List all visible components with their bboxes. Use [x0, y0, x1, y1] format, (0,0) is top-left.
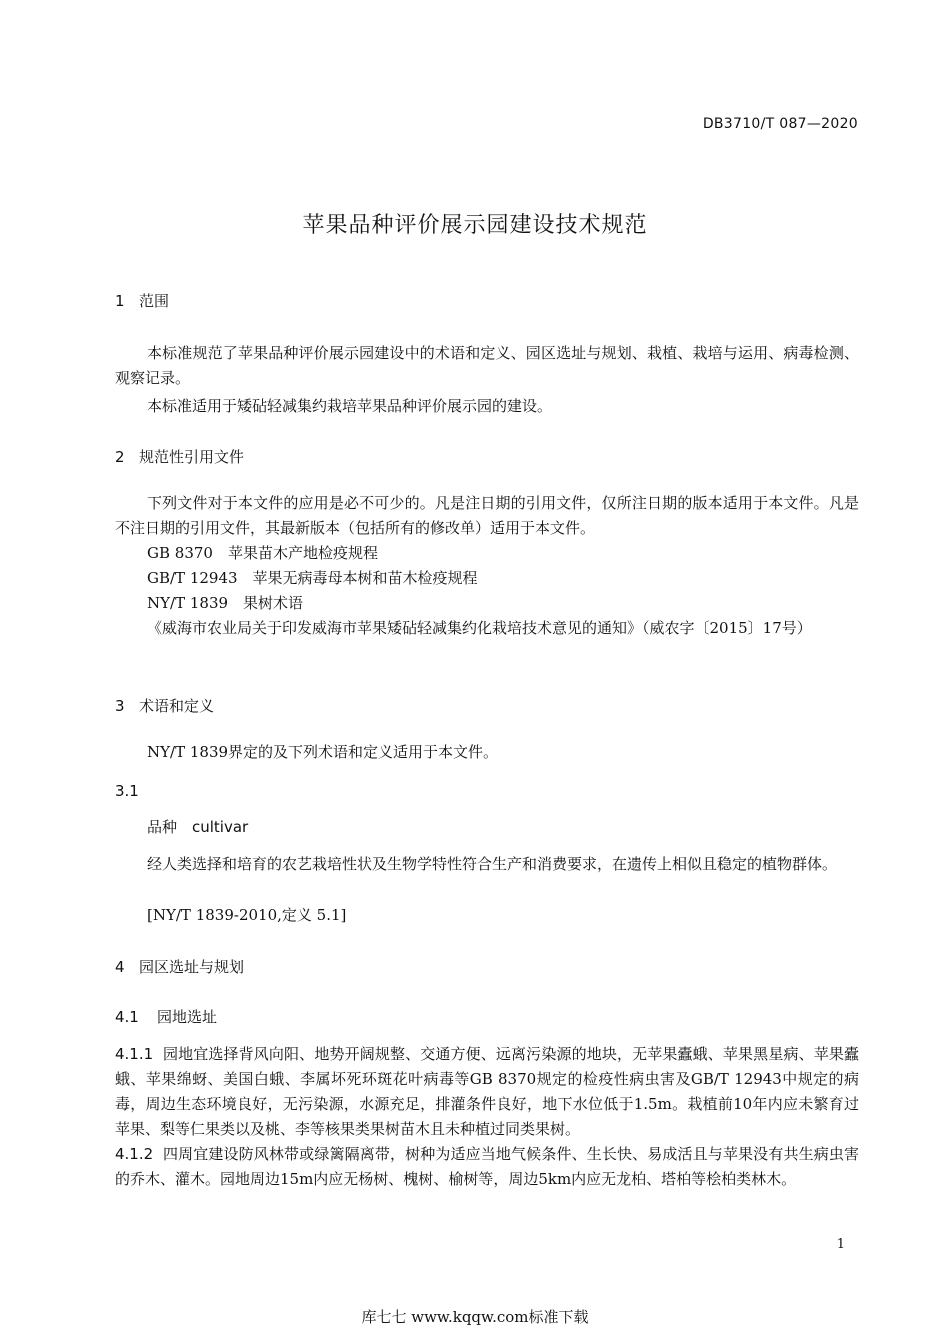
- subsection-4-1-heading: [115, 1006, 217, 1027]
- term-source: [NY/T 1839-2010,定义 5.1]: [147, 906, 347, 924]
- document-title: 苹果品种评价展示园建设技术规范: [302, 213, 648, 238]
- section-number: 3: [115, 697, 125, 715]
- term-name: 品种 cultivar: [147, 818, 249, 836]
- section-2-paragraph-1: 下列文件对于本文件的应用是必不可少的。凡是注日期的引用文件，仅所注日期的版本适用于本文件。凡是不注日期的引用文件，其最新版本（包括所有的修改单）适用于本文件。: [115, 494, 859, 537]
- section-title: 术语和定义: [139, 697, 215, 715]
- section-title: 园区选址与规划: [139, 958, 245, 976]
- subsection-3-1-number: 3.1: [115, 782, 139, 800]
- section-3-heading: [115, 695, 214, 716]
- section-1-paragraph-2: 本标准适用于矮砧轻减集约栽培苹果品种评价展示园的建设。: [147, 397, 553, 415]
- section-2-heading: [115, 446, 244, 467]
- section-title: 范围: [139, 292, 170, 310]
- document-number: DB3710/T 087—2020: [702, 116, 858, 132]
- clause-4-1-2: [115, 1142, 859, 1192]
- term-definition: 经人类选择和培育的农艺栽培性状及生物学特性符合生产和消费要求，在遗传上相似且稳定的植物群体。: [147, 855, 838, 873]
- section-title: 规范性引用文件: [139, 448, 245, 466]
- section-3-paragraph-1: NY/T 1839界定的及下列术语和定义适用于本文件。: [147, 743, 499, 761]
- footer-watermark: 库七七 www.kqqw.com标准下载: [361, 1308, 589, 1326]
- reference-item: 《威海市农业局关于印发威海市苹果矮砧轻减集约化栽培技术意见的通知》（威农字〔2015〕17号）: [147, 619, 812, 637]
- section-number: 1: [115, 292, 125, 310]
- section-number: 2: [115, 448, 125, 466]
- clause-text: 四周宜建设防风林带或绿篱隔离带，树种为适应当地气候条件、生长快、易成活且与苹果没有共生病虫害的乔木、灌木。园地周边15m内应无杨树、槐树、榆树等，周边5km内应无龙柏、塔柏等桧柏类林木。: [115, 1145, 859, 1188]
- page-number: 1: [836, 1237, 845, 1252]
- clause-number: 4.1.2: [115, 1145, 154, 1163]
- subsection-number: 4.1: [115, 1008, 139, 1026]
- clause-number: 4.1.1: [115, 1045, 154, 1063]
- reference-item: GB/T 12943 苹果无病毒母本树和苗木检疫规程: [147, 569, 478, 587]
- clause-text: 园地宜选择背风向阳、地势开阔规整、交通方便、远离污染源的地块，无苹果蠹蛾、苹果黑星病、苹果蠹蛾、苹果绵蚜、美国白蛾、李属坏死环斑花叶病毒等GB 8370规定的检疫性病虫害及GB/T 12943中规定的病毒，周边生态环境良好，无污染源，水源充足，排灌条件良好，地下水位低于1.5m。栽植前10年内应未繁育过苹果、梨等仁果类以及桃、李等核果类果树苗木且未种植过同类果树。: [115, 1045, 859, 1138]
- section-number: 4: [115, 958, 125, 976]
- section-1-heading: [115, 290, 169, 311]
- reference-item: NY/T 1839 果树术语: [147, 594, 304, 612]
- clause-4-1-1: [115, 1042, 859, 1142]
- section-1-paragraph-1: 本标准规范了苹果品种评价展示园建设中的术语和定义、园区选址与规划、栽植、栽培与运用、病毒检测、观察记录。: [115, 344, 859, 387]
- reference-item: GB 8370 苹果苗木产地检疫规程: [147, 544, 378, 562]
- section-4-heading: [115, 956, 244, 977]
- subsection-title: 园地选址: [157, 1008, 218, 1026]
